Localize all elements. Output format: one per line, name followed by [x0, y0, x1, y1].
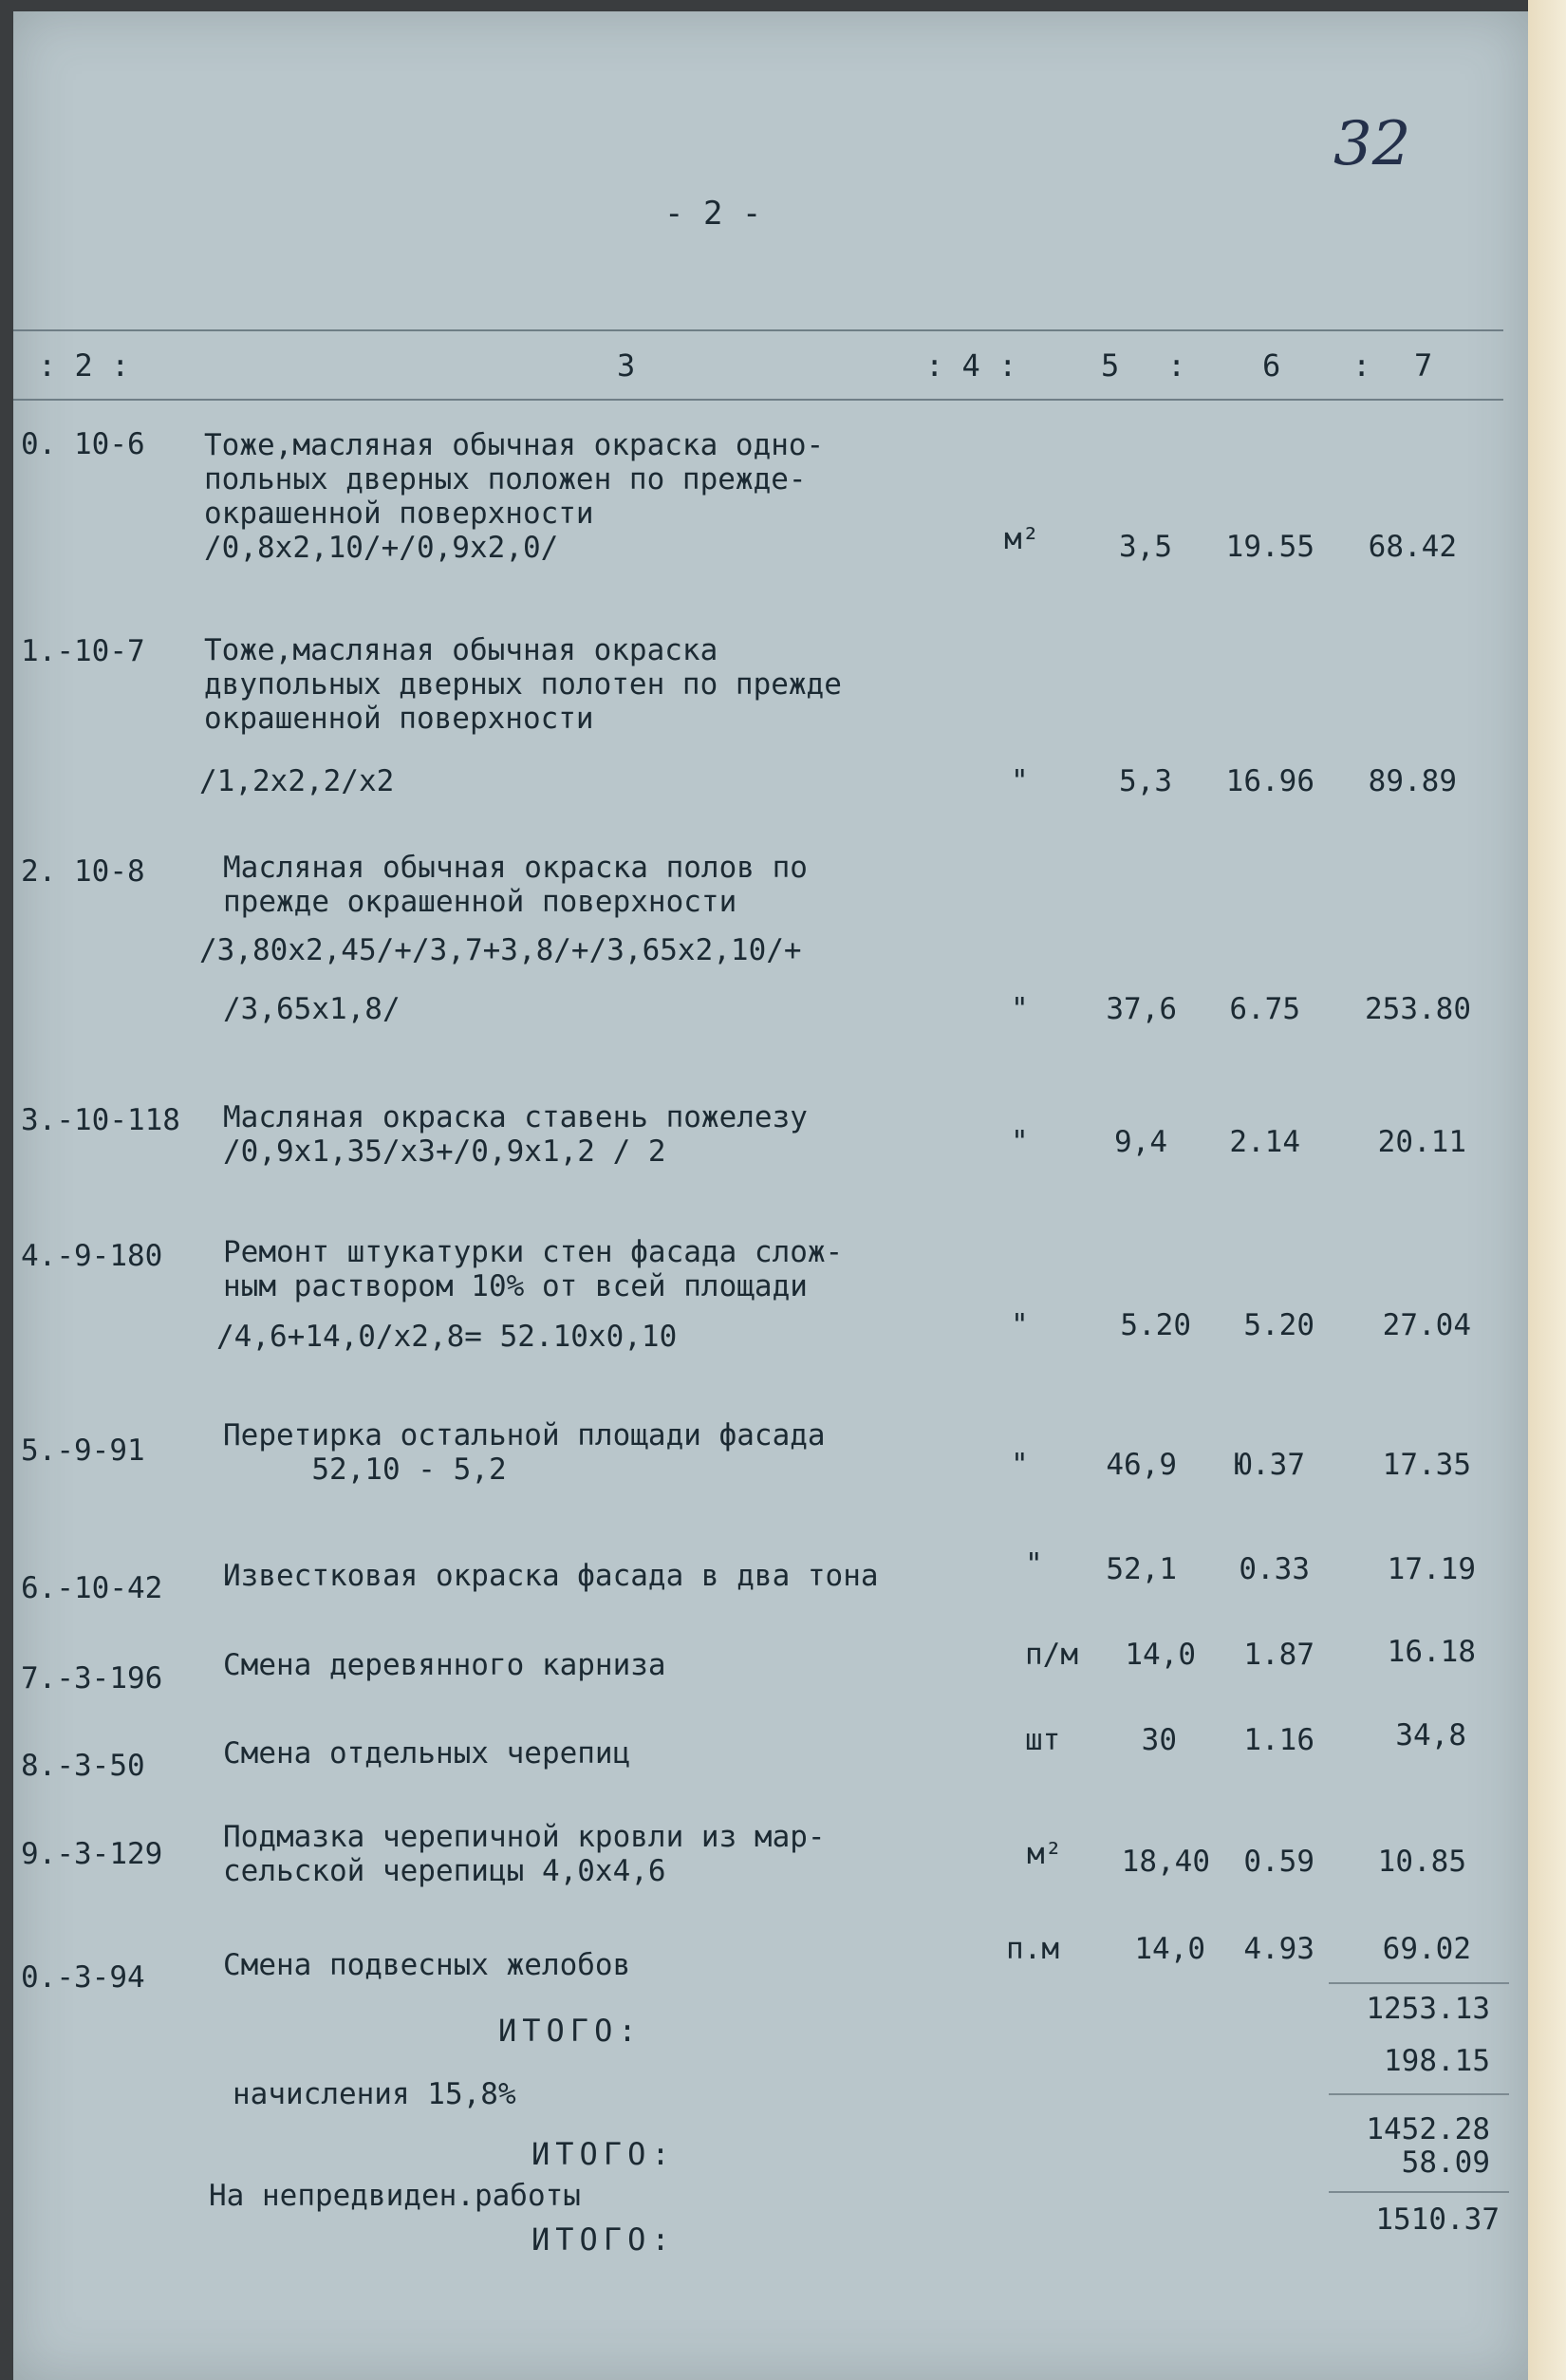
row-description: Масляная окраска ставень пожелезу /0,9х1,35/х3+/0,9х1,2 / 2 — [223, 1100, 808, 1169]
row-price: 2.14 — [1229, 1125, 1300, 1159]
row-price: 6.75 — [1229, 992, 1300, 1026]
row-number: 6.-10-42 — [21, 1571, 163, 1605]
itogo-label: ИТОГО: — [498, 2013, 643, 2049]
col-header-2: : 2 : — [38, 347, 130, 384]
row-quantity: 37,6 — [1106, 992, 1177, 1026]
row-description: Ремонт штукатурки стен фасада слож- ным раствором 10% от всей площади — [223, 1235, 844, 1303]
itogo-value: 1510.37 — [1375, 2202, 1500, 2237]
row-sum: 89.89 — [1368, 764, 1457, 798]
charges-label: начисления 15,8% — [233, 2077, 516, 2111]
row-sum: 68.42 — [1368, 530, 1457, 564]
row-description: Смена деревянного карниза — [223, 1648, 666, 1682]
unforeseen-label: На непредвиден.работы — [209, 2179, 581, 2213]
sum-rule — [1329, 2191, 1509, 2193]
row-formula-continued: /3,65х1,8/ — [223, 992, 401, 1026]
row-number: 4.-9-180 — [21, 1239, 163, 1273]
col-header-sep: : — [1167, 347, 1186, 384]
row-number: 1.-10-7 — [21, 634, 145, 668]
col-header-sep2: : — [1352, 347, 1371, 384]
row-quantity: 30 — [1141, 1723, 1177, 1757]
row-sum: 10.85 — [1377, 1845, 1466, 1879]
unforeseen-value: 58.09 — [1401, 2146, 1490, 2180]
row-description: Подмазка черепичной кровли из мар- сельской черепицы 4,0х4,6 — [223, 1820, 826, 1888]
col-header-7: 7 — [1414, 347, 1433, 384]
row-number: 5.-9-91 — [21, 1434, 145, 1468]
itogo-label: ИТОГО: — [531, 2136, 676, 2172]
col-header-4: : 4 : — [925, 347, 1017, 384]
row-description: Смена подвесных желобов — [223, 1948, 631, 1982]
row-unit: " — [1011, 1308, 1029, 1342]
row-price: 5.20 — [1243, 1308, 1314, 1342]
row-price: 4.93 — [1243, 1932, 1314, 1966]
row-number: 0.-3-94 — [21, 1960, 145, 1995]
row-quantity: 9,4 — [1114, 1125, 1167, 1159]
row-sum: 27.04 — [1382, 1308, 1471, 1342]
row-quantity: 14,0 — [1134, 1932, 1205, 1966]
row-formula: /4,6+14,0/х2,8= 52.10х0,10 — [216, 1320, 678, 1354]
row-sum: 69.02 — [1382, 1932, 1471, 1966]
row-price: 0.59 — [1243, 1845, 1314, 1879]
row-unit: п.м — [1006, 1932, 1059, 1966]
row-unit: " — [1011, 764, 1029, 798]
row-price: Ю.37 — [1234, 1448, 1305, 1482]
row-quantity: 46,9 — [1106, 1448, 1177, 1482]
row-sum: 253.80 — [1365, 992, 1471, 1026]
row-description: Смена отдельных черепиц — [223, 1736, 631, 1771]
row-unit: п/м — [1025, 1638, 1078, 1672]
document-sheet — [13, 11, 1528, 2380]
row-price: 16.96 — [1225, 764, 1314, 798]
row-price: 1.87 — [1243, 1638, 1314, 1672]
row-unit: м² — [1004, 522, 1040, 556]
row-price: 0.33 — [1239, 1552, 1310, 1586]
row-description: Тоже,масляная обычная окраска двупольных дверных полотен по прежде окрашенной поверхности — [204, 633, 842, 736]
itogo-value: 1452.28 — [1366, 2112, 1490, 2146]
row-formula: /3,80х2,45/+/3,7+3,8/+/3,65х2,10/+ — [199, 933, 802, 967]
row-description: Перетирка остальной площади фасада 52,10 - 5,2 — [223, 1418, 826, 1487]
row-number: 3.-10-118 — [21, 1103, 180, 1137]
row-sum: 34,8 — [1395, 1718, 1466, 1752]
row-number: 7.-3-196 — [21, 1661, 163, 1696]
itogo-value: 1253.13 — [1366, 1992, 1490, 2026]
row-price: 19.55 — [1225, 530, 1314, 564]
page-title: - 2 - — [664, 195, 762, 233]
row-quantity: 52,1 — [1106, 1552, 1177, 1586]
page-edge — [1528, 0, 1566, 2380]
row-description: Масляная обычная окраска полов по прежде окрашенной поверхности — [223, 851, 808, 919]
row-quantity: 14,0 — [1125, 1638, 1196, 1672]
col-header-3: 3 — [617, 347, 636, 384]
row-sum: 20.11 — [1377, 1125, 1466, 1159]
row-quantity: 5.20 — [1120, 1308, 1191, 1342]
page-number: 32 — [1333, 109, 1411, 179]
row-unit: " — [1011, 1448, 1029, 1482]
row-number: 0. 10-6 — [21, 427, 145, 461]
header-bottom-rule — [13, 399, 1503, 401]
row-sum: 16.18 — [1387, 1635, 1476, 1669]
sum-rule — [1329, 2093, 1509, 2095]
header-top-rule — [13, 329, 1503, 331]
col-header-6: 6 — [1262, 347, 1281, 384]
row-quantity: 5,3 — [1119, 764, 1172, 798]
row-unit: " — [1011, 1125, 1029, 1159]
row-sum: 17.35 — [1382, 1448, 1471, 1482]
itogo-label: ИТОГО: — [531, 2221, 676, 2258]
row-quantity: 3,5 — [1119, 530, 1172, 564]
charges-value: 198.15 — [1384, 2044, 1490, 2078]
row-unit: " — [1025, 1547, 1043, 1582]
row-number: 9.-3-129 — [21, 1837, 163, 1871]
row-unit: шт — [1025, 1723, 1061, 1757]
row-unit: м² — [1027, 1837, 1063, 1871]
row-formula: /1,2х2,2/х2 — [199, 764, 395, 798]
sum-rule — [1329, 1982, 1509, 1984]
row-number: 2. 10-8 — [21, 854, 145, 889]
row-unit: " — [1011, 992, 1029, 1026]
col-header-5: 5 — [1101, 347, 1120, 384]
row-price: 1.16 — [1243, 1723, 1314, 1757]
row-description: Тоже,масляная обычная окраска одно- польных дверных положен по прежде- окрашенной поверхности /0,8х2,10/+/0,9х2,0/ — [204, 428, 825, 565]
row-sum: 17.19 — [1387, 1552, 1476, 1586]
row-description: Известковая окраска фасада в два тона — [223, 1559, 879, 1593]
row-number: 8.-3-50 — [21, 1749, 145, 1783]
row-quantity: 18,40 — [1121, 1845, 1210, 1879]
